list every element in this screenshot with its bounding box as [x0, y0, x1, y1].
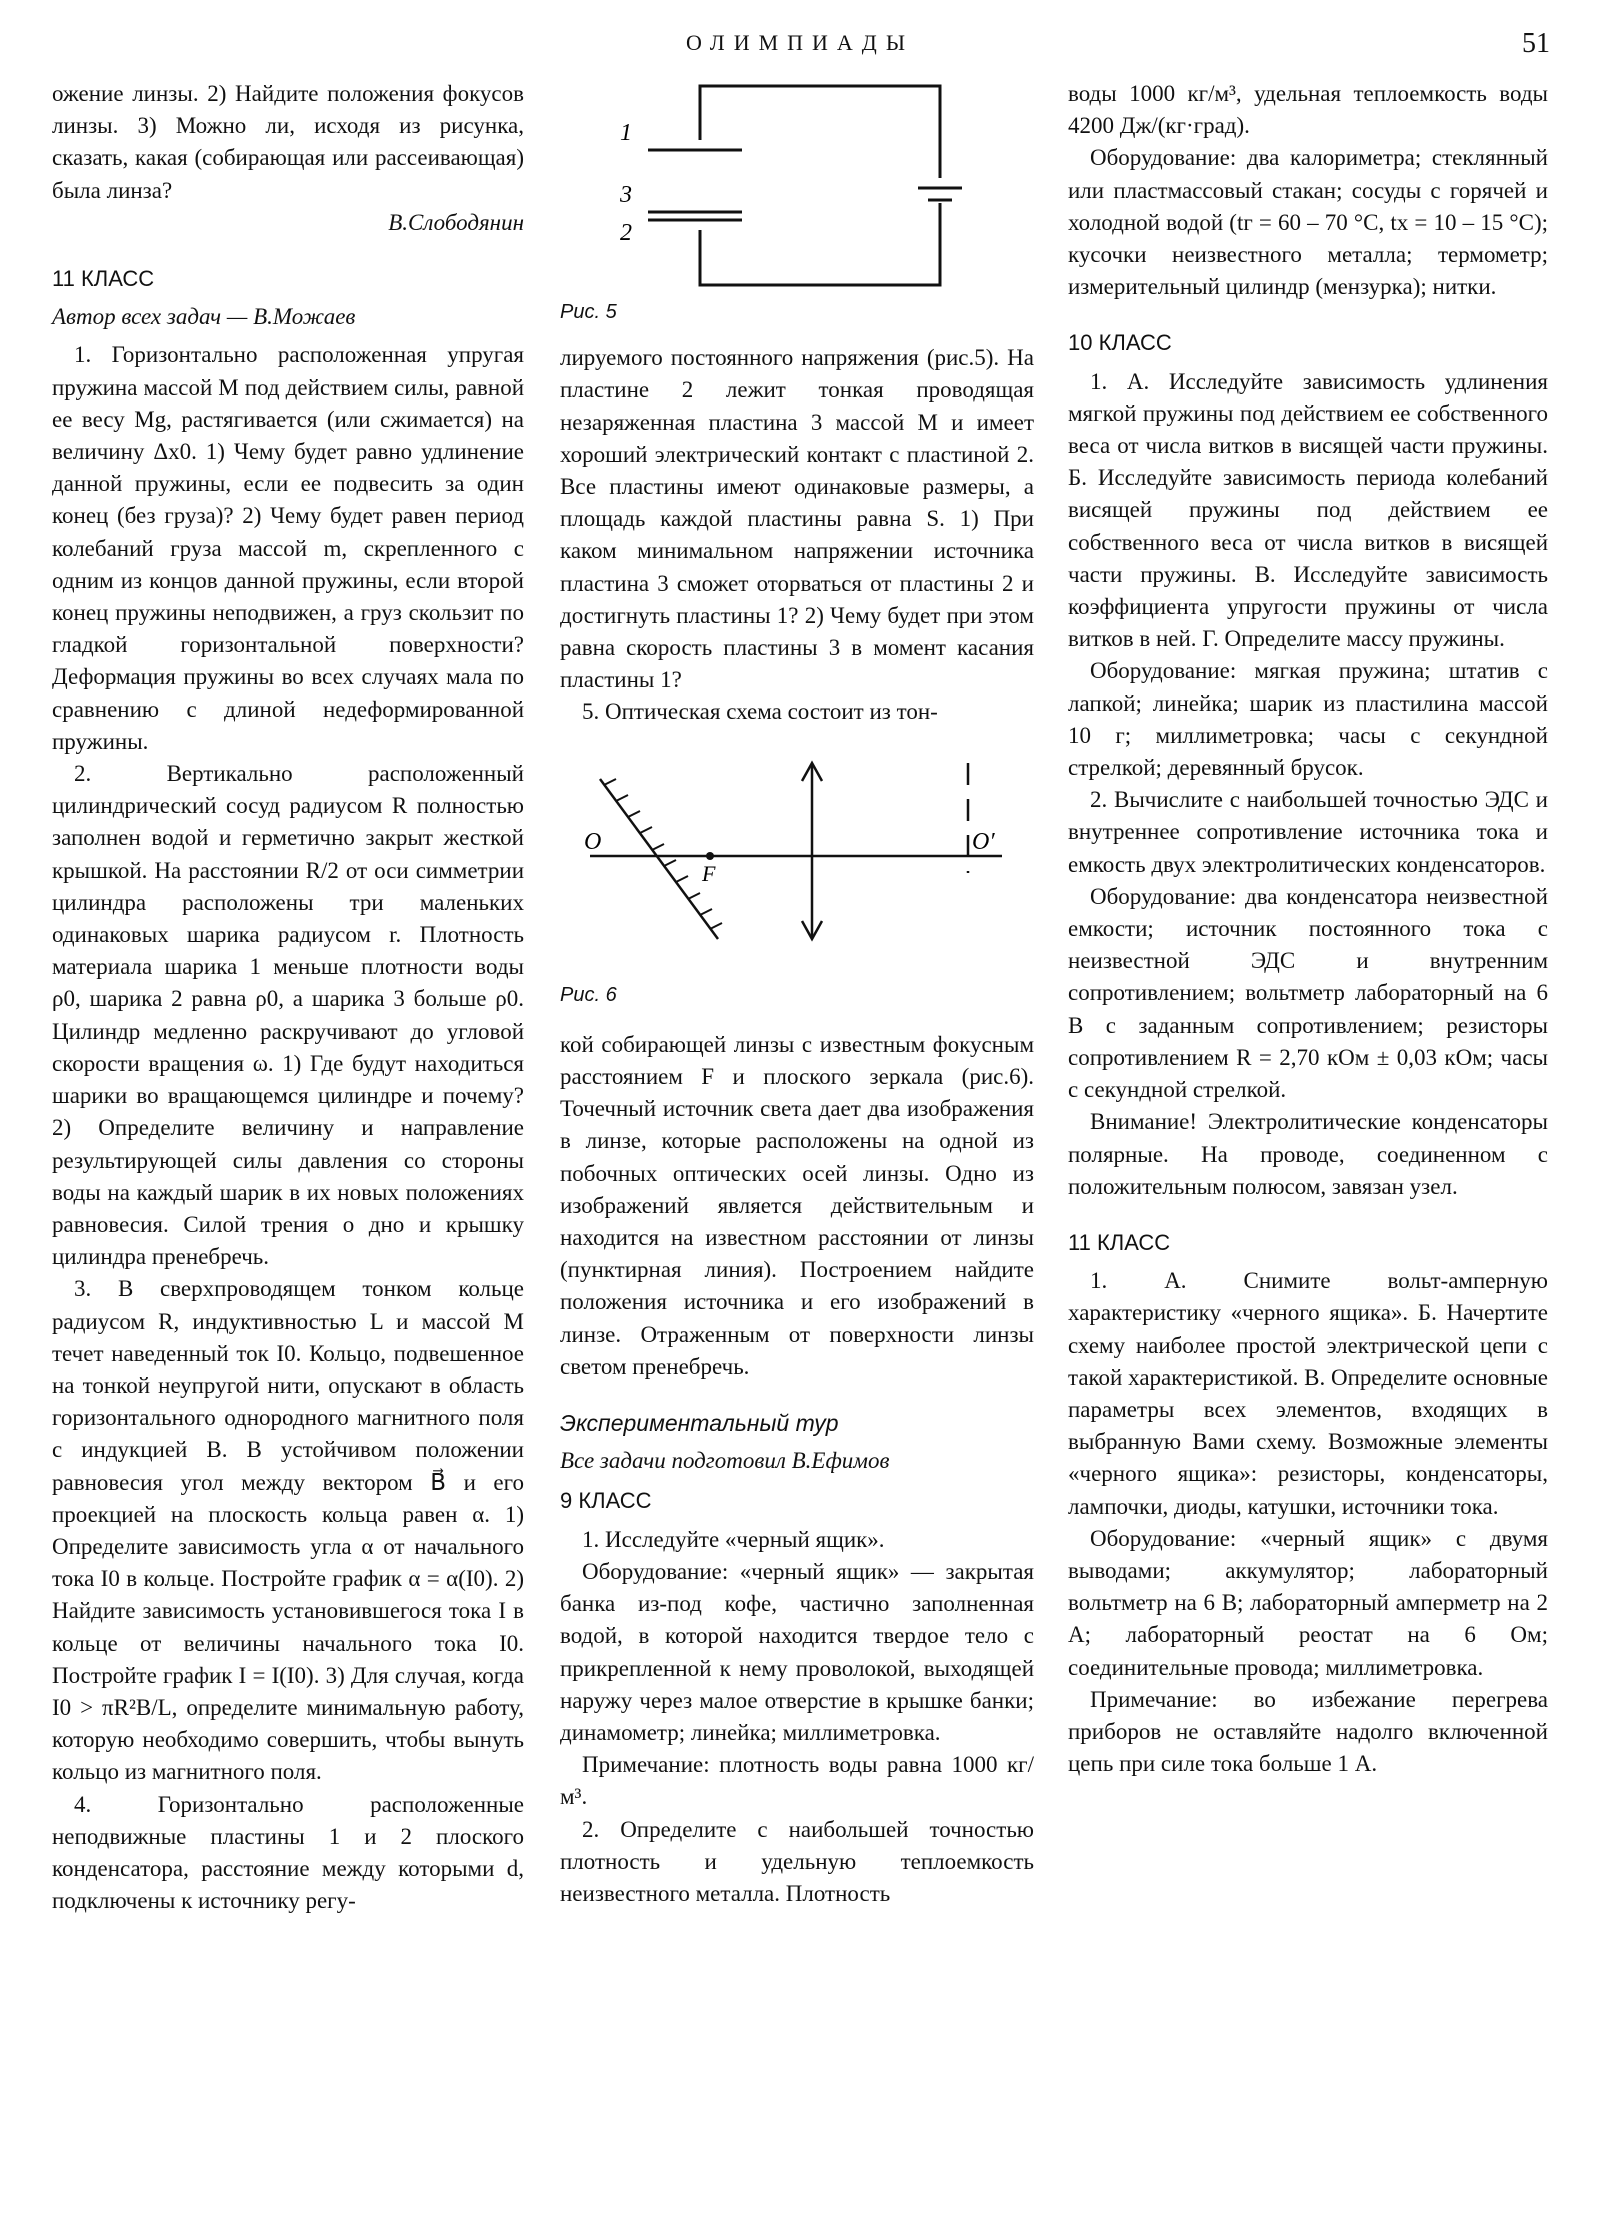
focus-label-f: F: [702, 860, 716, 886]
section-heading: 11 КЛАСС: [1068, 1229, 1171, 1255]
paragraph: воды 1000 кг/м³, удельная теплоемкость воды 4200 Дж/(кг·град).: [1068, 81, 1548, 139]
section-heading: 11 КЛАСС: [52, 266, 155, 292]
paragraph: кой собирающей линзы с известным фокусным расстоянием F и плоского зеркала (рис.6). Точечный источник света дает два изображения в линзе, которые расположены на одной из побочных оптических осей линзы. Одно из изображений является действительным и находится на известном расстоянии от линзы (пунктирная линия). Построением найдите положения источника и его изображений в линзе. Отраженным от поверхности линзы светом пренебречь.: [560, 1031, 1034, 1379]
section-heading: 10 КЛАСС: [1068, 330, 1172, 356]
circuit-wire-bottom: [700, 203, 940, 285]
exp-problem-2: 2. Определите с наибольшей точностью плотность и удельную теплоемкость неизвестного металла. Плотность: [560, 1816, 1034, 1906]
plate-label-3: 3: [620, 182, 632, 208]
note: Примечание: во избежание перегрева приборов не оставляйте надолго включенной цепь при силе тока больше 1 А.: [1068, 1686, 1548, 1777]
exp-problem-10-1: 1. А. Исследуйте зависимость удлинения мягкой пружины под действием ее собственного веса от числа витков в висящей части пружины. Б. Исследуйте зависимость периода колебаний висящей пружины под действием ее собственного веса от числа витков в висящей части пружины. В. Исследуйте зависимость коэффициента упругости пружины от числа витков в ней. Г. Определите массу пружины.: [1068, 368, 1548, 652]
page-header: [0, 28, 1600, 68]
mirror-hatch: [688, 893, 700, 899]
section-heading: Экспериментальный тур: [560, 1410, 839, 1437]
equipment: Оборудование: «черный ящик» — закрытая банка из-под кофе, частично заполненная водой, в которой находится твердое тело с прикрепленной к нему проволокой, выходящей наружу через малое отверстие в крышке банки; динамометр; линейка; миллиметровка.: [560, 1558, 1034, 1745]
figure-6-caption: Рис. 6: [560, 983, 617, 1006]
equipment: Оборудование: два калориметра; стеклянный или пластмассовый стакан; сосуды с горячей и холодной водой (tг = 60 – 70 °C, tх = 10 – 15 °C); кусочки неизвестного металла; термометр; измерительный цилиндр (мензурка); нитки.: [1068, 145, 1548, 300]
mirror-hatch: [664, 860, 676, 866]
mirror-hatch: [710, 923, 722, 929]
mirror-hatch: [604, 779, 616, 785]
problem-4: 4. Горизонтально расположенные неподвижные пластины 1 и 2 плоского конденсатора, расстояние между которыми d, подключены к источнику регу-: [52, 1791, 524, 1914]
page-number: 51: [1522, 28, 1550, 59]
problem-1: 1. Горизонтально расположенная упругая пружина массой M под действием силы, равной ее весу Mg, растягивается (или сжимается) на величину Δx0. 1) Чему будет равно удлинение данной пружины, если ее подвесить за один конец (без груза)? 2) Чему будет равен период колебаний груза массой m, скрепленного с одним из концов данной пружины, если второй конец пружины неподвижен, а груз скользит по гладкой горизонтальной поверхности? Деформация пружины во всех случаях мала по сравнению с длиной недеформированной пружины.: [52, 342, 524, 754]
paragraph: ожение линзы. 2) Найдите положения фокусов линзы. 3) Можно ли, исходя из рисунка, сказать, какая (собирающая или рассеивающая) была линза?: [52, 81, 524, 203]
mirror-hatch: [616, 795, 628, 801]
mirror-hatch: [652, 844, 664, 850]
column-1: [52, 78, 524, 1917]
mirror-hatch: [700, 909, 712, 915]
problem-2: 2. Вертикально расположенный цилиндрический сосуд радиусом R полностью заполнен водой и герметично закрыт жесткой крышкой. На расстоянии R/2 от оси симметрии цилиндра расположены три маленьких одинаковых шарика радиусом r. Плотность материала шарика 1 меньше плотности воды ρ0, шарика 2 равна ρ0, а шарика 3 больше ρ0. Цилиндр медленно раскручивают до угловой скорости вращения ω. 1) Где будут находиться шарики во вращающемся цилиндре и почему? 2) Определите величину и направление результирующей силы давления со стороны воды на каждый шарик в их новых положениях равновесия. Силой трения о дно и крышку цилиндра пренебречь.: [52, 761, 524, 1270]
exp-problem-10-2: 2. Вычислите с наибольшей точностью ЭДС и внутреннее сопротивление источника тока и емкость двух электролитических конденсаторов.: [1068, 787, 1548, 877]
equipment: Оборудование: мягкая пружина; штатив с лапкой; линейка; шарик из пластилина массой 10 г; миллиметровка; часы с секундной стрелкой; деревянный брусок.: [1068, 658, 1548, 781]
mirror-hatch: [676, 876, 688, 882]
note: Примечание: плотность воды равна 1000 кг/м³.: [560, 1752, 1034, 1810]
equipment: Оборудование: два конденсатора неизвестной емкости; источник постоянного тока с неизвестной ЭДС и внутренним сопротивлением; вольтметр лабораторный на 6 В с заданным сопротивлением; резисторы сопротивлением R = 2,70 кОм ± 0,03 кОм; часы с секундной стрелкой.: [1068, 883, 1548, 1103]
figure-6-optical-scheme: [560, 729, 1034, 979]
signature: В.Слободянин: [388, 209, 524, 235]
mirror-hatch: [640, 827, 652, 833]
problem-5: 5. Оптическая схема состоит из тон-: [582, 699, 938, 725]
figure-5-capacitor-circuit: [560, 78, 1034, 296]
section-title: ОЛИМПИАДЫ: [685, 30, 915, 55]
column-2: [560, 78, 1034, 1910]
section-heading: 9 КЛАСС: [560, 1488, 652, 1514]
circuit-wire-top: [700, 86, 940, 178]
equipment: Оборудование: «черный ящик» с двумя выводами; аккумулятор; лабораторный вольтметр на 6 В; лабораторный амперметр на 2 А; лабораторный реостат на 6 Ом; соединительные провода; миллиметровка.: [1068, 1525, 1548, 1680]
axis-label-o: O: [584, 828, 602, 855]
mirror-hatch: [628, 811, 640, 817]
plate-label-1: 1: [620, 120, 632, 146]
plate-label-2: 2: [620, 220, 632, 246]
figure-5-caption: Рис. 5: [560, 301, 617, 323]
column-3: [1068, 78, 1548, 1780]
warning: Внимание! Электролитические конденсаторы полярные. На проводе, соединенном с положительным полюсом, завязан узел.: [1068, 1109, 1548, 1199]
author-line: Автор всех задач — В.Можаев: [52, 304, 356, 330]
axis-label-o-prime: O′: [972, 828, 995, 855]
paragraph: лируемого постоянного напряжения (рис.5). На пластине 2 лежит тонкая проводящая незаряженная пластина 3 массой M и имеет хороший электрический контакт с пластиной 2. Все пластины имеют одинаковые размеры, а площадь каждой пластины равна S. 1) При каком минимальном напряжении источника пластина 3 сможет оторваться от пластины 2 и достигнуть пластины 1? 2) Чему будет при этом равна скорость пластины 3 в момент касания пластины 1?: [560, 345, 1034, 693]
author-line: Все задачи подготовил В.Ефимов: [560, 1448, 890, 1474]
exp-problem-11-1: 1. А. Снимите вольт-амперную характеристику «черного ящика». Б. Начертите схему наиболее простой электрической цепи с такой характеристикой. В. Определите основные параметры всех элементов, входящих в выбранную Вами схему. Возможные элементы «черного ящика»: резисторы, конденсаторы, лампочки, диоды, катушки, источники тока.: [1068, 1268, 1548, 1519]
exp-problem-1: 1. Исследуйте «черный ящик».: [582, 1526, 885, 1552]
focus-point: [706, 852, 714, 860]
problem-3: 3. В сверхпроводящем тонком кольце радиусом R, индуктивностью L и массой M течет наведенный ток I0. Кольцо, подвешенное на тонкой неупругой нити, опускают в область горизонтального однородного магнитного поля с индукцией B. В устойчивом положении равновесия угол между вектором B⃗ и его проекцией на плоскость кольца равен α. 1) Определите зависимость угла α от начального тока I0 в кольце. Постройте график α = α(I0). 2) Найдите зависимость установившегося тока I в кольце от величины начального тока I0. Постройте график I = I(I0). 3) Для случая, когда I0 > πR²B/L, определите минимальную работу, которую необходимо совершить, чтобы вынуть кольцо из магнитного поля.: [52, 1276, 524, 1785]
